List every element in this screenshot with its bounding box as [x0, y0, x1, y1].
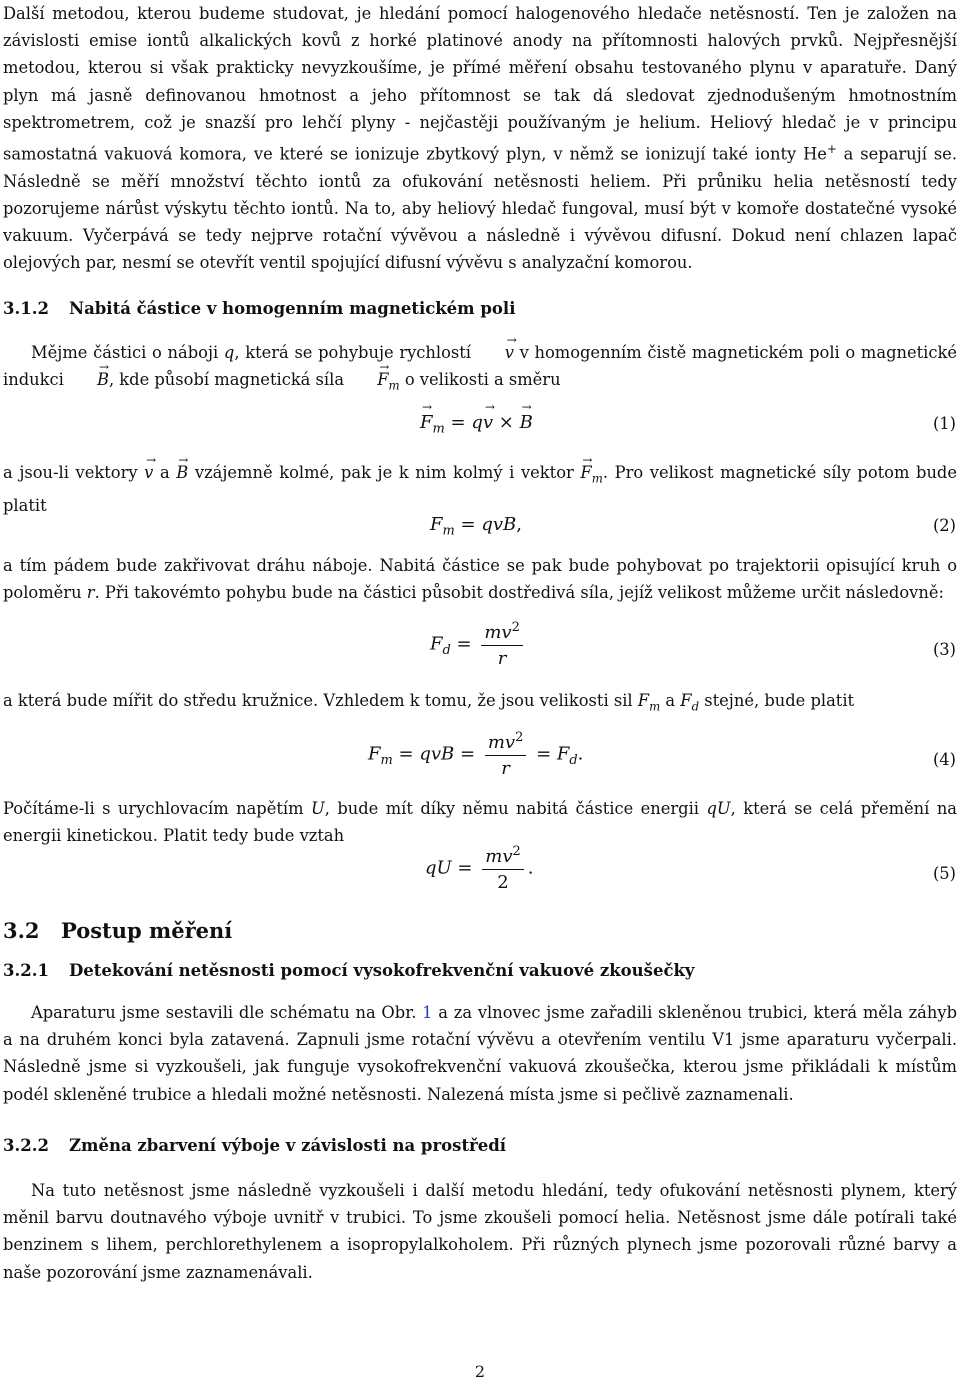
paragraph-energy: Počítáme-li s urychlovacím napětím U, bude mít díky němu nabitá částice energii qU, která se celá přemění na energii kinetickou. Platit tedy bude vztah	[3, 799, 958, 846]
equation-5: qU = $\frac{mv^2}{2}$ . (5)	[425, 844, 956, 893]
paragraph-magnetic-force: Mějme částici o náboji q, která se pohybuje rychlostí → v v homogenním čistě magnetickém poli o magnetické indukci → B, kde působí magnetická síla → $F_m$ o velikosti a směru	[3, 339, 957, 400]
equation-4: $F_m$ = qvB = $\frac{mv^2}{r}$ = $F_d$. (4)	[368, 730, 956, 779]
paragraph-hf-tester: Aparaturu jsme sestavili dle schématu na Obr. 1 a za vlnovec jsme zařadili skleněnou trubici, která měla záhyb a na druhém konci byla zatavená. Zapnuli jsme rotační vývěvu a otevřením ventilu V1 jsme aparaturu vyčerpali. Následně jsme si vyzkoušeli, jak funguje vysokofrekvenční vakuová zkoušečka, kterou jsme přikládali k místům podél skleněné trubice a hledali možné netěsnosti. Nalezená místa jsme si pečlivě zaznamenali.	[3, 1003, 957, 1104]
section-heading-3-1-2: 3.1.2 Nabitá částice v homogenním magnetickém poli	[3, 299, 516, 318]
paragraph-circle: a tím pádem bude zakřivovat dráhu náboje. Nabitá částice se pak bude pohybovat po trajektorii opisující kruh o poloměru r. Při takovémto pohybu bude na částici působit dostředivá síla, jejíž velikost můžeme určit následovně:	[3, 556, 957, 603]
paragraph-perpendicular: a jsou-li vektory → v a → B vzájemně kolmé, pak je k nim kolmý i vektor → $F_m$. Pro velikost magnetické síly potom bude platit	[3, 459, 957, 520]
page-number: 2	[474, 1362, 486, 1381]
paragraph-detectors: Další metodou, kterou budeme studovat, je hledání pomocí halogenového hledače netěsností. Ten je založen na závislosti emise iontů alkalických kovů z horké platinové anody na přítomnosti halových prvků. Nejpřesnější metodou, kterou si však prakticky nevyzkoušíme, je přímé měření obsahu testovaného plynu v aparatuře. Daný plyn má jasně definovanou hmotnost a jeho přítomnost se tak dá sledovat zjednodušeným hmotnostním spektrometrem, což je snazší pro lehčí plyny - nejčastěji používaným je helium. Heliový hledač je v principu samostatná vakuová komora, ve které se ionizuje zbytkový plyn, v němž se ionizují také ionty He+ a separují se. Následně se měří množství těchto iontů za ofukování netěsnosti heliem. Při průniku helia netěsností tedy pozorujeme nárůst výskytu těchto iontů. Na to, aby heliový hledač fungoval, musí být v komoře dostatečné vysoké vakuum. Vyčerpává se tedy nejprve rotační vývěvou a následně i vývěvou difusní. Dokud není chlazen lapač olejových par, nesmí se otevřít ventil spojující difusní vývěvu s analyzační komorou.	[3, 4, 957, 273]
equation-3: $F_d$ = $\frac{mv^2}{r}$ (3)	[430, 620, 956, 669]
paragraph-discharge-color: Na tuto netěsnost jsme následně vyzkoušeli i další metodu hledání, tedy ofukování netěsnosti plynem, který měnil barvu doutnavého výboje uvnitř v trubici. To jsme zkoušeli pomocí helia. Netěsnost jsme dále potírali také benzinem s lihem, perchlorethylenem a isopropylalkoholem. Při různých plynech jsme pozorovali různé barvy a naše pozorování jsme zaznamenávali.	[3, 1181, 957, 1282]
section-heading-3-2-1: 3.2.1 Detekování netěsnosti pomocí vysokofrekvenční vakuové zkoušečky	[3, 961, 695, 980]
equation-2: $F_m$ = qvB, (2)	[430, 514, 956, 539]
section-heading-3-2-2: 3.2.2 Změna zbarvení výboje v závislosti na prostředí	[3, 1136, 507, 1155]
figure-reference-link[interactable]: 1	[422, 1003, 433, 1022]
paragraph-center: a která bude mířit do středu kružnice. Vzhledem k tomu, že jsou velikosti sil $F_m$ a $F_d$ stejné, bude platit	[3, 691, 855, 714]
equation-1: → $F_m = q\to v$ × → B (1)	[0, 410, 960, 470]
section-heading-3-2: 3.2 Postup měření	[3, 918, 233, 943]
